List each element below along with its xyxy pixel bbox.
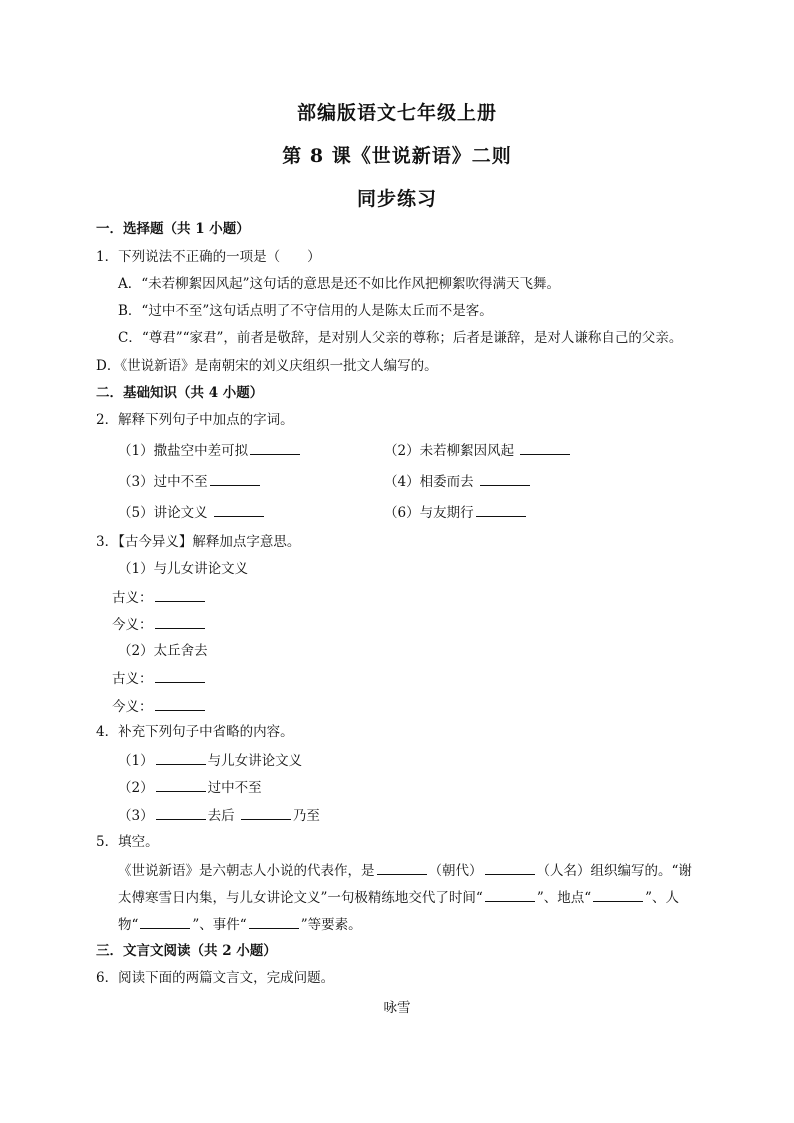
- answer-blank[interactable]: [156, 750, 206, 765]
- answer-blank[interactable]: [480, 471, 530, 486]
- modern-meaning-line: [112, 696, 207, 717]
- question-2-item: [384, 502, 528, 523]
- question-5-line-2: [118, 887, 679, 908]
- item-text: （1）撒盐空中差可拟: [118, 443, 249, 459]
- question-1-option-d: D．《世说新语》是南朝宋的刘义庆组织一批文人编写的。: [96, 358, 438, 374]
- question-3-sub-2: （2）太丘舍去: [118, 643, 208, 659]
- question-1-option-a: A．“未若柳絮因风起”这句话的意思是还不如比作风把柳絮吹得满天飞舞。: [118, 276, 561, 292]
- text: ”、地点“: [536, 890, 592, 906]
- item-text: （4）相委而去: [384, 474, 474, 490]
- doc-title-lesson: 第 8 课《世说新语》二则: [282, 145, 512, 167]
- doc-title-practice: 同步练习: [356, 188, 437, 210]
- modern-meaning-line: [112, 614, 207, 635]
- answer-blank[interactable]: [155, 614, 205, 629]
- question-4: 4．补充下列句子中省略的内容。: [96, 724, 294, 740]
- question-4-item: [118, 750, 302, 771]
- answer-blank[interactable]: [476, 502, 526, 517]
- text: （人名）组织编写的。“谢: [536, 863, 692, 879]
- answer-blank[interactable]: [250, 440, 300, 455]
- text: 太傅寒雪日内集，与儿女讲论文义”一句极精练地交代了时间“: [118, 890, 483, 906]
- answer-blank[interactable]: [485, 860, 535, 875]
- item-text: （6）与友期行: [384, 505, 474, 521]
- label: 今义：: [112, 617, 153, 633]
- item-text: 去后: [207, 808, 235, 824]
- answer-blank[interactable]: [593, 887, 643, 902]
- passage-title: 咏雪: [383, 1000, 411, 1016]
- answer-blank[interactable]: [156, 805, 206, 820]
- answer-blank[interactable]: [210, 471, 260, 486]
- answer-blank[interactable]: [155, 696, 205, 711]
- doc-title-grade: 部编版语文七年级上册: [296, 102, 497, 124]
- question-2-item: [384, 440, 572, 461]
- item-number: （2）: [118, 780, 154, 796]
- item-text: （3）过中不至: [118, 474, 208, 490]
- question-1-option-b: B．“过中不至”这句话点明了不守信用的人是陈太丘而不是客。: [118, 303, 493, 319]
- item-text: 与儿女讲论文义: [207, 753, 303, 769]
- answer-blank[interactable]: [241, 805, 291, 820]
- answer-blank[interactable]: [249, 914, 299, 929]
- item-text: （2）未若柳絮因风起: [384, 443, 515, 459]
- item-number: （1）: [118, 753, 154, 769]
- text: 物“: [118, 917, 139, 933]
- answer-blank[interactable]: [155, 668, 205, 683]
- question-4-item: [118, 805, 320, 826]
- answer-blank[interactable]: [140, 914, 190, 929]
- section-heading-choice: 一．选择题（共 1 小题）: [96, 221, 250, 237]
- question-5-line-1: [118, 860, 692, 881]
- question-2-item: [384, 471, 532, 492]
- question-6: 6．阅读下面的两篇文言文，完成问题。: [96, 970, 335, 986]
- answer-blank[interactable]: [377, 860, 427, 875]
- answer-blank[interactable]: [214, 502, 264, 517]
- item-number: （3）: [118, 808, 154, 824]
- question-2-item: [118, 471, 262, 492]
- item-text: 乃至: [292, 808, 320, 824]
- text: ”、事件“: [192, 917, 247, 933]
- section-heading-basics: 二．基础知识（共 4 小题）: [96, 385, 264, 401]
- text: （朝代）: [428, 863, 483, 879]
- answer-blank[interactable]: [520, 440, 570, 455]
- question-4-item: [118, 777, 262, 798]
- label: 古义：: [112, 671, 153, 687]
- question-5: 5．填空。: [96, 834, 159, 850]
- text: ”、人: [645, 890, 680, 906]
- label: 今义：: [112, 699, 153, 715]
- item-text: （5）讲论文义: [118, 505, 208, 521]
- ancient-meaning-line: [112, 668, 207, 689]
- question-2-item: [118, 440, 302, 461]
- question-5-line-3: [118, 914, 362, 935]
- answer-blank[interactable]: [156, 777, 206, 792]
- text: ”等要素。: [300, 917, 362, 933]
- question-1-option-c: C．“尊君”“家君”，前者是敬辞，是对别人父亲的尊称；后者是谦辞，是对人谦称自己的父亲。: [118, 330, 683, 346]
- question-3: 3．【古今异义】解释加点字意思。: [96, 534, 301, 550]
- answer-blank[interactable]: [155, 587, 205, 602]
- item-text: 过中不至: [207, 780, 262, 796]
- answer-blank[interactable]: [485, 887, 535, 902]
- question-2: 2．解释下列句子中加点的字词。: [96, 412, 294, 428]
- question-3-sub-1: （1）与儿女讲论文义: [118, 561, 249, 577]
- text: 《世说新语》是六朝志人小说的代表作，是: [118, 863, 375, 879]
- ancient-meaning-line: [112, 587, 207, 608]
- label: 古义：: [112, 590, 153, 606]
- section-heading-classical-reading: 三．文言文阅读（共 2 小题）: [96, 943, 277, 959]
- question-1: 1．下列说法不正确的一项是（ ）: [96, 249, 321, 265]
- question-2-item: [118, 502, 266, 523]
